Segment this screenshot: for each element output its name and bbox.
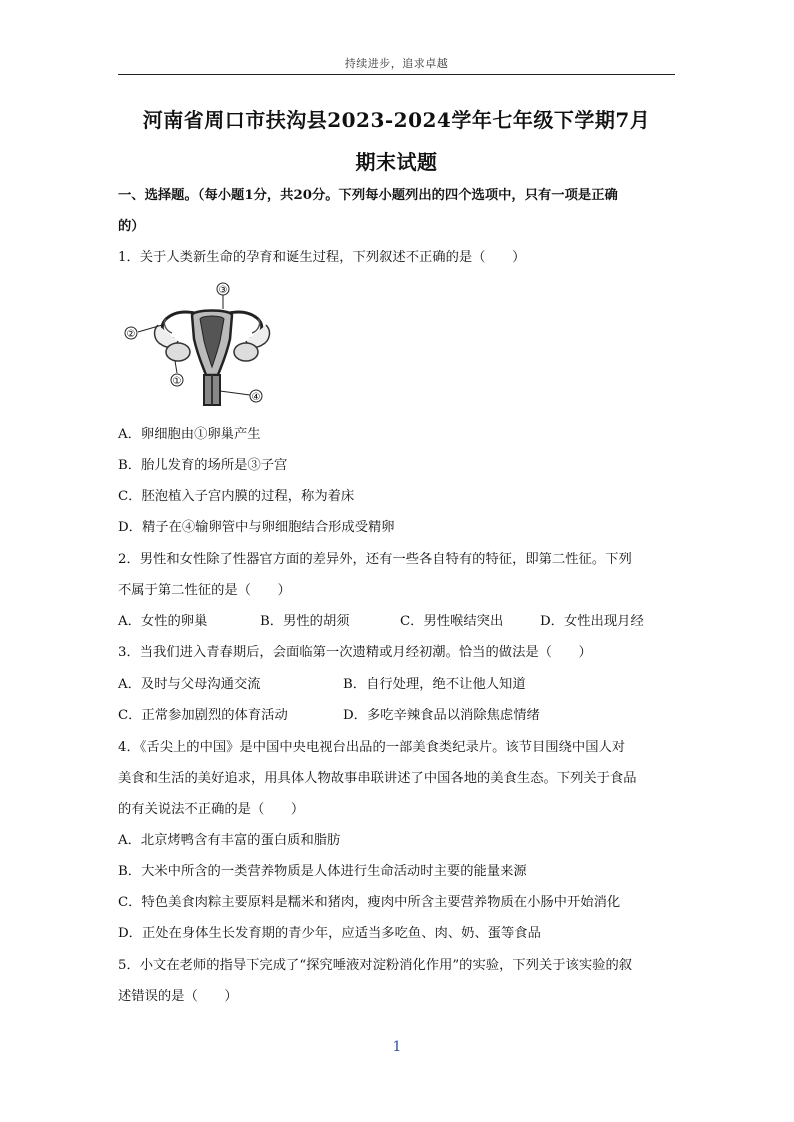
q2-option-c: C．男性喉结突出 [400,614,504,629]
diagram-label-4: ④ [251,392,261,403]
q3-option-b: B．自行处理，绝不让他人知道 [343,677,526,692]
q3-option-a: A．及时与父母沟通交流 [118,677,261,692]
q1-option-d: D．精子在④输卵管中与卵细胞结合形成受精卵 [118,520,395,535]
header-divider [118,74,675,75]
q4-stem-line2: 美食和生活的美好追求，用具体人物故事串联讲述了中国各地的美食生态。下列关于食品 [118,771,637,786]
q1-option-a: A．卵细胞由①卵巢产生 [118,427,261,442]
uterus-diagram [122,279,302,409]
q2-option-b: B．男性的胡须 [260,614,350,629]
diagram-label-3: ③ [218,285,228,296]
q5-stem-line1: 5．小文在老师的指导下完成了“探究唾液对淀粉消化作用”的实验，下列关于该实验的叙 [118,958,633,973]
diagram-label-2: ② [126,329,136,340]
q1-stem: 1．关于人类新生命的孕育和诞生过程，下列叙述不正确的是（ ） [118,250,526,265]
q4-stem-line3: 的有关说法不正确的是（ ） [118,802,305,817]
q2-option-d: D．女性出现月经 [540,614,644,629]
q3-stem: 3．当我们进入青春期后，会面临第一次遗精或月经初潮。恰当的做法是（ ） [118,645,592,660]
q2-option-a: A．女性的卵巢 [118,614,208,629]
q2-stem-line1: 2．男性和女性除了性器官方面的差异外，还有一些各自特有的特征，即第二性征。下列 [118,552,632,567]
q3-option-c: C．正常参加剧烈的体育活动 [118,708,288,723]
section-heading-line2: 的） [118,219,145,234]
q1-option-c: C．胚泡植入子宫内膜的过程，称为着床 [118,489,355,504]
page-number: 1 [392,1039,402,1055]
diagram-label-1: ① [172,376,182,387]
q4-option-b: B．大米中所含的一类营养物质是人体进行生命活动时主要的能量来源 [118,864,527,879]
exam-title-line2: 期末试题 [355,150,438,174]
q4-option-a: A．北京烤鸭含有丰富的蛋白质和脂肪 [118,833,341,848]
q4-option-c: C．特色美食肉粽主要原料是糯米和猪肉，瘦肉中所含主要营养物质在小肠中开始消化 [118,895,621,910]
q3-option-d: D．多吃辛辣食品以消除焦虑情绪 [343,708,540,723]
q2-stem-line2: 不属于第二性征的是（ ） [118,583,291,598]
exam-title-line1: 河南省周口市扶沟县2023-2024学年七年级下学期7月 [142,108,651,132]
q5-stem-line2: 述错误的是（ ） [118,989,238,1004]
q4-option-d: D．正处在身体生长发育期的青少年，应适当多吃鱼、肉、奶、蛋等食品 [118,926,541,941]
q1-option-b: B．胎儿发育的场所是③子宫 [118,458,288,473]
section-heading-line1: 一、选择题。（每小题1分，共20分。下列每小题列出的四个选项中，只有一项是正确 [118,188,618,203]
page-header: 持续进步，追求卓越 [344,57,449,70]
q4-stem-line1: 4．《舌尖上的中国》是中国中央电视台出品的一部美食类纪录片。该节目围绕中国人对 [118,740,626,755]
